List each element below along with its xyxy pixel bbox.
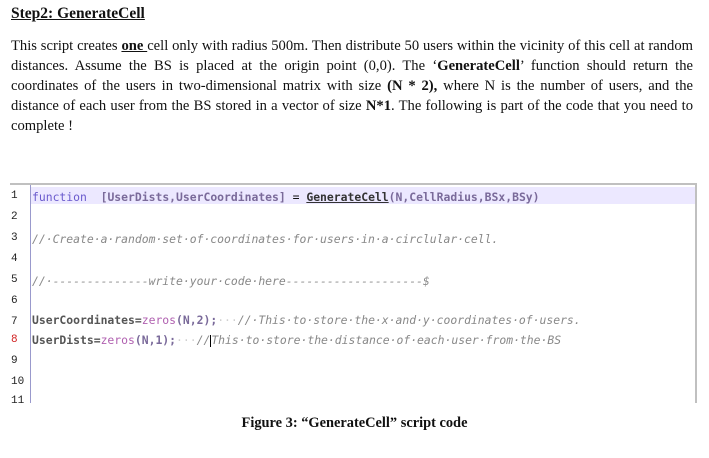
code-line-3-comment[interactable]: //·Create·a·random·set·of·coordinates·for·users·in·a·circlular·cell.	[32, 232, 499, 246]
section-heading: Step2: GenerateCell	[11, 5, 145, 22]
figure-caption: Figure 3: “GenerateCell” script code	[241, 415, 468, 431]
code-line-1[interactable]: function [UserDists,UserCoordinates] = GenerateCell(N,CellRadius,BSx,BSy)	[32, 190, 540, 204]
line-number: 5	[11, 274, 18, 286]
code-line-7[interactable]: UserCoordinates=zeros(N,2);···//·This·to·store·the·x·and·y·coordinates·of·users.	[32, 313, 581, 327]
code-editor[interactable]	[10, 183, 697, 403]
line-number: 9	[11, 355, 18, 367]
line-number: 3	[11, 232, 18, 244]
line-number: 8	[11, 334, 18, 346]
line-number: 6	[11, 295, 18, 307]
line-number: 10	[11, 376, 25, 388]
code-line-5-comment[interactable]: //·--------------write·your·code·here--------------------$	[32, 274, 430, 288]
description-paragraph: This script creates one cell only with radius 500m. Then distribute 50 users within the vicinity of this cell at random distances. Assume the BS is placed at the origin point (0,0). The ‘GenerateCell’ function should return the coordinates of the users in two-dimensional matrix with size (N * 2), where N is the number of users, and the distance of each user from the BS stored in a vector of size N*1. The following is part of the code that you need to complete !	[11, 38, 693, 134]
line-number: 7	[11, 316, 18, 328]
code-line-8[interactable]: UserDists=zeros(N,1);···//This·to·store·the·distance·of·each·user·from·the·BS	[32, 333, 562, 347]
line-number: 1	[11, 190, 18, 202]
line-number: 2	[11, 211, 18, 223]
line-number-gutter	[10, 185, 31, 403]
line-number: 11	[11, 395, 25, 403]
line-number: 4	[11, 253, 18, 265]
